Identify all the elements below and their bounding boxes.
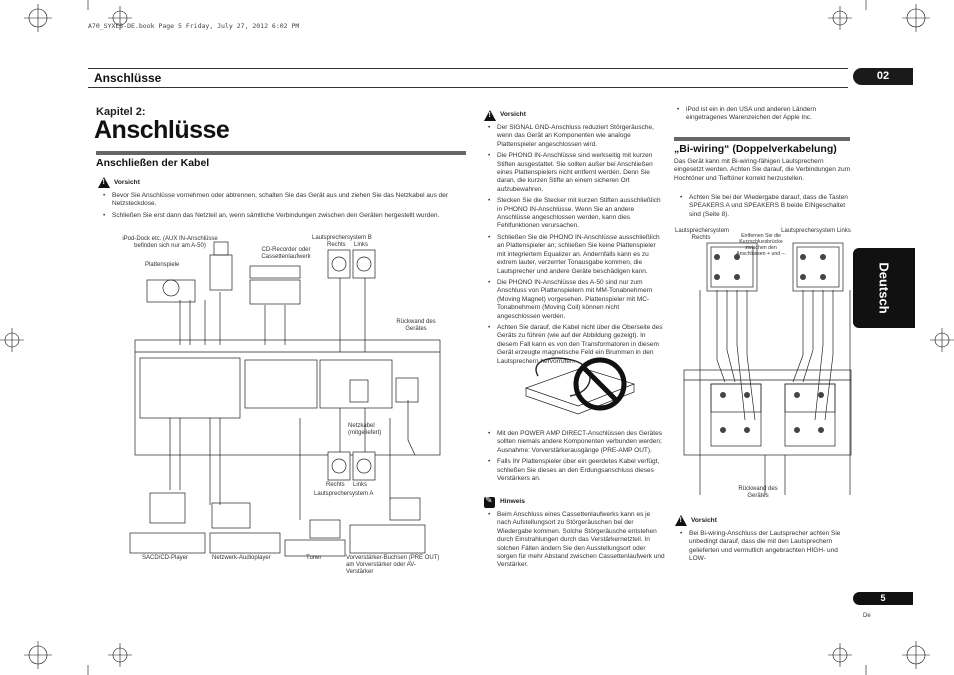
list-item: • Achten Sie darauf, die Kabel nicht über die Oberseite des Geräts zu führen (wie auf der Abbildung gezeigt). In diesem Fall kann es von den Transformatoren in diesem Gerät erzeugte magnetische Feld ein Brummen in den Lautsprechern hervorrufen. (497, 324, 663, 366)
sacd-label: SACD/CD-Player (142, 555, 189, 561)
warning-icon (675, 515, 687, 526)
av-receiver-label: Vorverstärker-Buchsen (PRE OUT) am Vorverstärker oder AV-Verstärker (346, 555, 440, 575)
biwiring-speaker-right-label: Lautsprechersystem Rechts (675, 228, 730, 241)
biwiring-caution-list (677, 530, 852, 567)
biwiring-rear-label: Rückwand des Gerätes (738, 486, 778, 499)
speakers-b-label: Lautsprechersystem B (312, 235, 372, 241)
list-item: • Stecken Sie die Stecker mit kurzen Stiften ausschließlich in PHONO IN-Anschlüsse. Wenn Sie an andere Anschlüsse angeschlossen werden, kann dies Fehlfunktionen verursachen. (497, 197, 663, 231)
list-item: • Die PHONO IN-Anschlüsse des A-50 sind nur zum Anschluss von Plattenspielern mit MM-Tonabnehmern (Moving Magnet) vorgesehen. Plattenspieler mit MC-Tonabnehmern (Moving Coil) können nicht angeschlossen werden. (497, 279, 663, 321)
power-cord-label: Netzkabel (mitgeliefert) (348, 423, 382, 436)
hint-heading: Hinweis (500, 498, 525, 505)
list-item: • Mit den POWER AMP DIRECT-Anschlüssen des Gerätes sollten niemals andere Komponenten verbunden werden; Ausnahme: Vorverstärkerausgänge (PRE-AMP OUT). (497, 430, 663, 455)
biwiring-speaker-left-label: Lautsprechersystem Links (781, 228, 851, 234)
list-item: • Beim Anschluss eines Cassettenlaufwerks kann es je nach Aufstellungsort zu Störgeräuschen bei der Wiedergabe kommen. Solche Störgeräusche entstehen durch Einstrahlungen durch das Verstärkernetzteil. In solchen Fällen ändern Sie den Ausstellungsort oder sorgen für mehr Abstand zwischen Cassettenlaufwerk und Verstärker. (497, 511, 665, 570)
caution-heading: Vorsicht (114, 179, 140, 186)
list-item: • iPod ist ein in den USA und anderen Ländern eingetragenes Warenzeichen der Apple Inc. (686, 106, 852, 123)
page-number: 5 (853, 592, 913, 605)
section-title: Anschlüsse (94, 71, 162, 85)
list-item: • Falls Ihr Plattenspieler über ein geerdetes Kabel verfügt, schließen Sie dieses an den Erdungsanschluss dieses Verstärkers an. (497, 458, 663, 483)
biwiring-caution-heading: Vorsicht (691, 517, 717, 524)
middle-caution-heading: Vorsicht (500, 111, 526, 118)
list-item: • Achten Sie bei der Wiedergabe darauf, dass die Tasten SPEAKERS A und SPEAKERS B beide EINgeschaltet sind (Seite 8). (689, 194, 851, 219)
language-side-tab-label: Deutsch (876, 262, 892, 314)
rear-panel-label: Rückwand des Gerätes (396, 319, 436, 332)
list-item: • Der SIGNAL GND-Anschluss reduziert Störgeräusche, wenn das Gerät an Komponenten wie analoge Plattenspieler angeschlossen wird. (497, 124, 663, 149)
language-code: De (863, 613, 871, 619)
biwiring-title: „Bi-wiring“ (Doppelverkabelung) (674, 143, 837, 155)
speakers-b-right-label: Rechts (327, 242, 346, 248)
speaker-terminal-left (793, 243, 843, 291)
speakers-b-left-label: Links (354, 242, 369, 248)
list-item: • Schließen Sie die PHONO IN-Anschlüsse ausschließlich an Plattenspieler an; schließen Sie keine Plattenspieler mit integriertem Equalizer an. Andernfalls kann es zu extrem lauter, verzerrter Tonausgabe kommen, die Lautsprecher und andere Geräte beschädigen kann. (497, 234, 663, 276)
ipod-label: iPod-Dock etc. (AUX IN-Anschlüsse befinden sich nur am A-50) (122, 236, 218, 249)
chapter-number-badge: 02 (853, 68, 913, 85)
speakers-a-left-label: Links (353, 482, 368, 488)
list-item: • Bei Bi-wiring-Anschluss der Lautsprecher achten Sie unbedingt darauf, dass die mit den Lautsprechern gelieferten und vermutlich angebrachten HIGH- und LOW- (689, 530, 852, 564)
subsection-title: Anschließen der Kabel (96, 157, 210, 169)
turntable-label: Plattenspiele (145, 262, 180, 268)
speakers-a-label: Lautsprechersystem A (314, 491, 374, 497)
list-item: • Bevor Sie Anschlüsse vornehmen oder abtrennen, schalten Sie das Gerät aus und ziehen Sie das Netzkabel aus der Netzsteckdose. (112, 192, 468, 209)
biwiring-intro: Das Gerät kann mit Bi-wiring-fähigen Lautsprechern eingesetzt werden. Achten Sie darauf, die Verbindungen zum Hochtöner und Tieftöner korrekt herzustellen. (674, 158, 850, 182)
list-item: • Die PHONO IN-Anschlüsse sind werkseitig mit kurzen Stiften ausgestattet. Sie sollten außer bei Anschließen eines Plattenspielers nicht entfernt werden. Denn Sie daran, die kurzen Stifte an einem sicheren Ort aufzubewahren. (497, 152, 663, 194)
tuner-label: Tuner (306, 555, 322, 561)
network-player-label: Netzwerk-Audioplayer (212, 555, 271, 561)
list-item: • Schließen Sie erst dann das Netzteil an, wenn sämtliche Verbindungen zwischen den Geräten hergestellt wurden. (112, 212, 468, 220)
speakers-a-right-label: Rechts (326, 482, 345, 488)
biwiring-bridge-label: Entfernen Sie die Kurzschlussbrücke zwischen den Anschlüssen + und –. (736, 233, 786, 257)
chapter-title: Anschlüsse (94, 116, 230, 144)
cd-recorder-label: CD-Recorder oder Cassettenlaufwerk (261, 247, 311, 260)
chapter-label: Kapitel 2: (96, 106, 146, 118)
print-header: A70_SYXE8-DE.book Page 5 Friday, July 27, 2012 6:02 PM (88, 22, 300, 30)
